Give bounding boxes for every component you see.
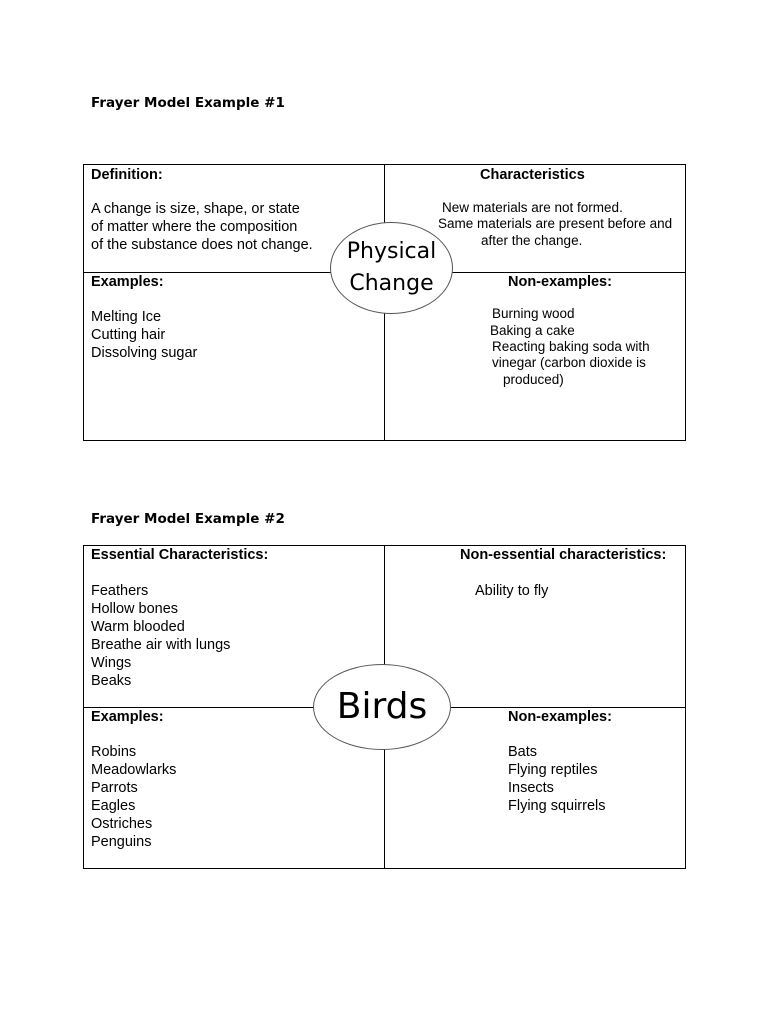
example-item: Melting Ice: [91, 309, 162, 325]
non-examples-label: Non-examples:: [508, 274, 612, 290]
examples-list: [91, 308, 197, 362]
examples-label: Examples:: [91, 274, 164, 290]
non-example-line: Reacting baking soda with: [492, 339, 650, 354]
example-item: Dissolving sugar: [91, 345, 198, 361]
example-item: Parrots: [91, 780, 138, 796]
non-example-item: Flying squirrels: [508, 798, 606, 814]
essential-item: Breathe air with lungs: [91, 637, 231, 653]
non-examples-label: Non-examples:: [508, 709, 612, 725]
example-item: Penguins: [91, 834, 152, 850]
example-item: Ostriches: [91, 816, 153, 832]
concept-word: Physical: [346, 239, 437, 264]
non-essential-item: Ability to fly: [475, 583, 549, 599]
example-item: Robins: [91, 744, 137, 760]
characteristics-line: New materials are not formed.: [442, 200, 623, 215]
essential-characteristics-label: Essential Characteristics:: [91, 547, 269, 563]
non-example-line: produced): [503, 372, 564, 387]
definition-line: of the substance does not change.: [91, 237, 313, 253]
example-item: Meadowlarks: [91, 762, 177, 778]
example-item: Eagles: [91, 798, 136, 814]
definition-line: of matter where the composition: [91, 219, 298, 235]
essential-item: Beaks: [91, 673, 132, 689]
definition-text: [91, 200, 313, 254]
essential-item: Feathers: [91, 583, 149, 599]
non-example-item: Insects: [508, 780, 554, 796]
concept-word: Change: [349, 271, 434, 296]
non-example-line: Baking a cake: [490, 323, 575, 338]
essential-item: Warm blooded: [91, 619, 185, 635]
example-item: Cutting hair: [91, 327, 166, 343]
examples-list: [91, 743, 176, 851]
non-example-line: vinegar (carbon dioxide is: [492, 355, 646, 370]
concept-oval: [313, 664, 451, 750]
non-examples-list: [508, 743, 606, 815]
non-example-item: Bats: [508, 744, 538, 760]
example2-heading: Frayer Model Example #2: [91, 511, 285, 527]
non-essential-characteristics-label: Non-essential characteristics:: [460, 547, 667, 563]
examples-label: Examples:: [91, 709, 164, 725]
non-example-item: Flying reptiles: [508, 762, 598, 778]
definition-label: Definition:: [91, 167, 163, 183]
essential-item: Wings: [91, 655, 132, 671]
characteristics-line: after the change.: [481, 233, 583, 248]
essential-characteristics-list: [91, 582, 230, 690]
concept-oval: [330, 222, 453, 314]
characteristics-line: Same materials are present before and: [438, 216, 673, 231]
essential-item: Hollow bones: [91, 601, 179, 617]
non-example-line: Burning wood: [492, 306, 575, 321]
characteristics-label: Characteristics: [480, 167, 585, 183]
concept-word: Birds: [336, 686, 428, 727]
definition-line: A change is size, shape, or state: [91, 201, 300, 217]
example1-heading: Frayer Model Example #1: [91, 95, 285, 111]
